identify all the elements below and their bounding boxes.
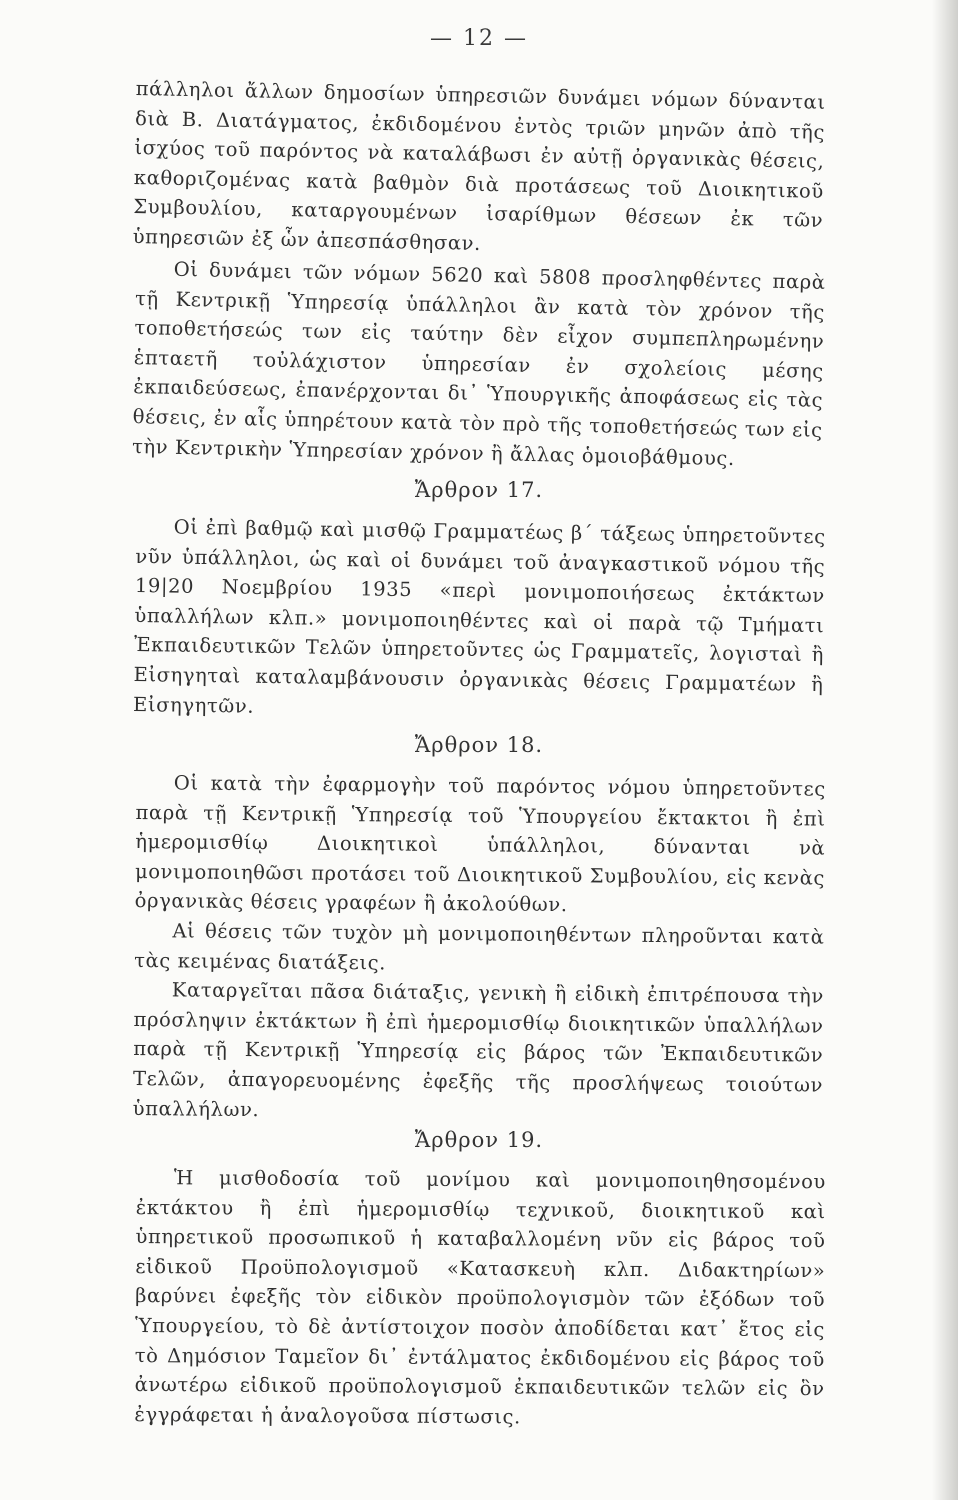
paragraph-text: Καταργεῖται πᾶσα διάταξις, γενικὴ ἢ εἰδικὴ ἐπιτρέπουσα τὴν πρόσληψιν ἐκτάκτων ἢ ἐπὶ ἡμερομισθίῳ διοικητικῶν ὑπαλλήλων παρὰ τῇ Κεντρικῇ Ὑπηρεσίᾳ εἰς βάρος τῶν Ἐκπαιδευτικῶν Τελῶν, ἀπαγορευομένης ἐφεξῆς τῆς προσλήψεως τοιούτων ὑπαλλήλων. [132,978,824,1121]
paragraph-transfers [132,254,826,475]
paragraph-text: Αἱ θέσεις τῶν τυχὸν μὴ μονιμοποιηθέντων πληροῦνται κατὰ τὰς κειμένας διατάξεις. [134,919,825,974]
paragraph-article-19 [134,1163,826,1434]
paragraph-text: πάλληλοι ἄλλων δημοσίων ὑπηρεσιῶν δυνάμει νόμων δύνανται διὰ Β. Διατάγματος, ἐκδιδομένου ἐντὸς τριῶν μηνῶν ἀπὸ τῆς ἰσχύος τοῦ παρόντος νὰ καταλάβωσι ἐν αὐτῇ ὀργανικὰς θέσεις, καθοριζομένας κατὰ βαθμὸν διὰ προτάσεως τοῦ Διοικητικοῦ Συμβουλίου, καταργουμένων ἰσαρίθμων θέσεων ἐκ τῶν ὑπηρεσιῶν ἐξ ὧν ἀπεσπάσθησαν. [132,76,826,255]
paragraph-article-18 [133,768,826,1130]
paragraph-text: Ἡ μισθοδοσία τοῦ μονίμου καὶ μονιμοποιηθησομένου ἐκτάκτου ἢ ἐπὶ ἡμερομισθίῳ τεχνικοῦ, διοικητικοῦ καὶ ὑπηρετικοῦ προσωπικοῦ ἡ καταβαλλομένη νῦν εἰς βάρος τοῦ εἰδικοῦ Προϋπολογισμοῦ «Κατασκευὴ κλπ. Διδακτηρίων» βαρύνει ἐφεξῆς τὸν εἰδικὸν προϋπολογισμὸν τῶν ἐξόδων τοῦ Ὑπουργείου, τὸ δὲ ἀντίστοιχον ποσὸν ἀποδίδεται κατ᾿ ἔτος εἰς τὸ Δημόσιον Ταμεῖον δι᾿ ἐντάλματος ἐκδιδομένου εἰς βάρος τοῦ ἀνωτέρω εἰδικοῦ προϋπολογισμοῦ ἐκπαιδευτικῶν τελῶν εἰς ὃν ἐγγράφεται ἡ ἀναλογοῦσα πίστωσις. [134,1166,826,1429]
paragraph-text: Οἱ δυνάμει τῶν νόμων 5620 καὶ 5808 προσληφθέντες παρὰ τῇ Κεντρικῇ Ὑπηρεσίᾳ ὑπάλληλοι ἂν κατὰ τὸν χρόνον τῆς τοποθετήσεώς των εἰς ταύτην δὲν εἶχον συμπεπληρωμένην ἑπταετῆ τοὐλάχιστον ὑπηρεσίαν ἐν σχολείοις μέσης ἐκπαιδεύσεως, ἐπανέρχονται δι᾿ Ὑπουργικῆς ἀποφάσεως εἰς τὰς θέσεις, ἐν αἷς ὑπηρέτουν κατὰ τὸν πρὸ τῆς τοποθετήσεώς των εἰς τὴν Κεντρικὴν Ὑπηρεσίαν χρόνον ἢ ἄλλας ὁμοιοβάθμους. [131,257,826,470]
paragraph-article-17 [133,512,826,729]
article-19-heading: Ἄρθρον 19. [414,1128,544,1152]
article-17-heading: Ἄρθρον 17. [414,478,544,502]
article-18-heading: Ἄρθρον 18. [414,733,544,757]
paragraph-continuation [132,74,825,265]
paragraph-text: Οἱ ἐπὶ βαθμῷ καὶ μισθῷ Γραμματέως β΄ τάξεως ὑπηρετοῦντες νῦν ὑπάλληλοι, ὡς καὶ οἱ δυνάμει τοῦ ἀναγκαστικοῦ νόμου τῆς 19|20 Νοεμβρίου 1935 «περὶ μονιμοποιήσεως ἐκτάκτων ὑπαλλήλων κλπ.» μονιμοποιηθέντες καὶ οἱ παρὰ τῷ Τμήματι Ἐκπαιδευτικῶν Τελῶν ὑπηρετοῦντες ὡς Γραμματεῖς, λογισταὶ ἢ Εἰσηγηταὶ καταλαμβάνουσιν ὀργανικὰς θέσεις Γραμματέων ἢ Εἰσηγητῶν. [132,515,826,718]
paragraph-text: Οἱ κατὰ τὴν ἐφαρμογὴν τοῦ παρόντος νόμου ὑπηρετοῦντες παρὰ τῇ Κεντρικῇ Ὑπηρεσίᾳ τοῦ Ὑπουργείου ἔκτακτοι ἢ ἐπὶ ἡμερομισθίῳ Διοικητικοὶ ὑπάλληλοι, δύνανται νὰ μονιμοποιηθῶσι προτάσει τοῦ Διοικητικοῦ Συμβουλίου, εἰς κενὰς ὀργανικὰς θέσεις γραφέων ἢ ἀκολούθων. [134,771,826,917]
page-number: — 12 — [430,26,528,51]
